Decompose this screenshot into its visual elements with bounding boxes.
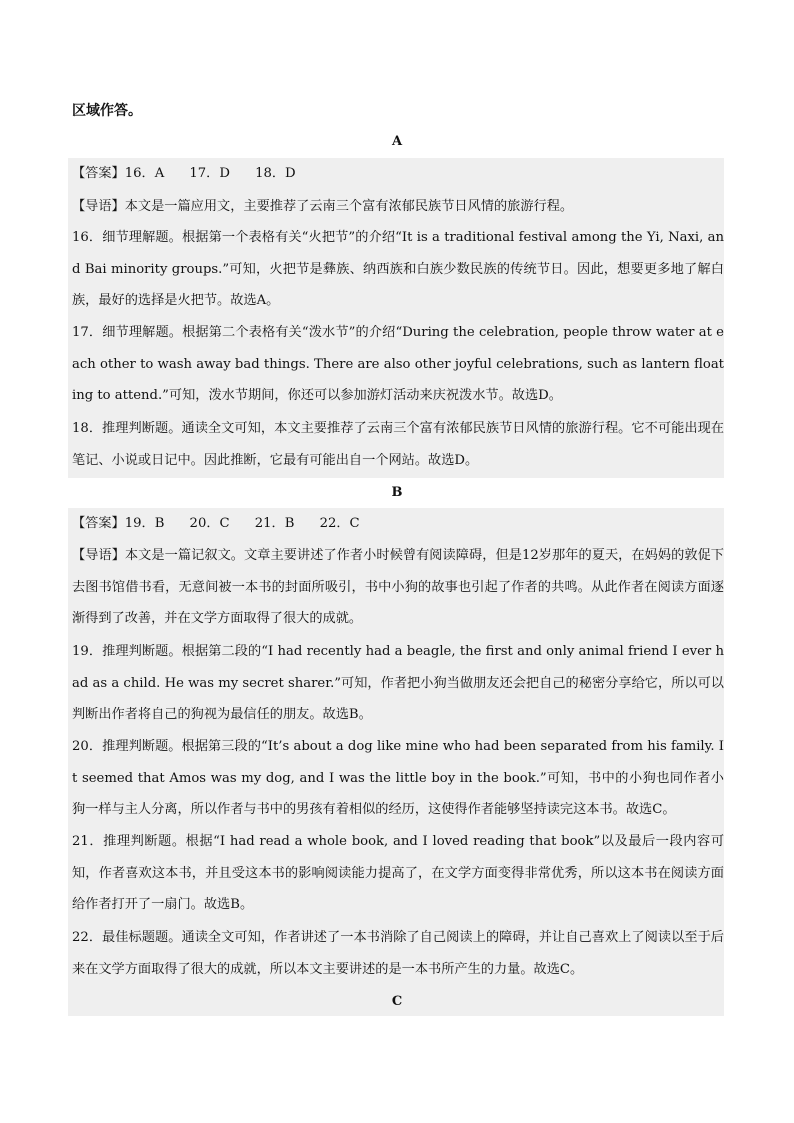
- answer-a: 【答案】16．A 17．D 18．D: [72, 166, 296, 181]
- paragraph-b-q22: 22．最佳标题题。通读全文可知，作者讲述了一本书消除了自己阅读上的障碍，并让自己喜欢上了阅读以至于后来在文学方面取得了很大的成就，所以本文主要讲述的是一本书所产生的力量。故选C。: [72, 930, 724, 977]
- section-heading-b: B: [391, 485, 403, 500]
- section-heading-c: C: [391, 994, 403, 1009]
- answer-b: 【答案】19．B 20．C 21．B 22．C: [72, 516, 360, 531]
- paragraph-a-guide: 【导语】本文是一篇应用文，主要推荐了云南三个富有浓郁民族节日风情的旅游行程。: [72, 199, 574, 214]
- paragraph-a-q17: 17．细节理解题。根据第二个表格有关“泼水节”的介绍“During the celebration, people throw water at each other to wash away bad things. There are also other joyful celebrations, such as lantern floating to attend.”可知，泼水节期间，你还可以参加游灯活动来庆祝泼水节。故选D。: [72, 325, 724, 403]
- paragraph-a-q18: 18．推理判断题。通读全文可知，本文主要推荐了云南三个富有浓郁民族节日风情的旅游行程。它不可能出现在笔记、小说或日记中。因此推断，它最有可能出自一个网站。故选D。: [72, 421, 724, 468]
- section-heading-a: A: [391, 134, 403, 149]
- paragraph-b-guide: 【导语】本文是一篇记叙文。文章主要讲述了作者小时候曾有阅读障碍，但是12岁那年的夏天，在妈妈的敦促下去图书馆借书看，无意间被一本书的封面所吸引，书中小狗的故事也引起了作者的共鸣。从此作者在阅读方面逐渐得到了改善，并在文学方面取得了很大的成就。: [72, 548, 724, 626]
- paragraph-b-q20: 20．推理判断题。根据第三段的“It’s about a dog like mine who had been separated from his family. It seemed that Amos was my dog, and I was the little boy in the book.”可知，书中的小狗也同作者小狗一样与主人分离，所以作者与书中的男孩有着相似的经历，这使得作者能够坚持读完这本书。故选C。: [72, 739, 724, 817]
- paragraph-b-q21: 21．推理判断题。根据“I had read a whole book, and I loved reading that book”以及最后一段内容可知，作者喜欢这本书，并且受这本书的影响阅读能力提高了，在文学方面变得非常优秀，所以这本书在阅读方面给作者打开了一扇门。故选B。: [72, 834, 724, 912]
- intro-text: 区域作答。: [72, 103, 142, 119]
- paragraph-a-q16: 16．细节理解题。根据第一个表格有关“火把节”的介绍“It is a traditional festival among the Yi, Naxi, and Bai minority groups.”可知，火把节是彝族、纳西族和白族少数民族的传统节日。因此，想要更多地了解白族，最好的选择是火把节。故选A。: [72, 230, 724, 308]
- paragraph-b-q19: 19．推理判断题。根据第二段的“I had recently had a beagle, the first and only animal friend I ever had as a child. He was my secret sharer.”可知，作者把小狗当做朋友还会把自己的秘密分享给它，所以可以判断出作者将自己的狗视为最信任的朋友。故选B。: [72, 644, 724, 722]
